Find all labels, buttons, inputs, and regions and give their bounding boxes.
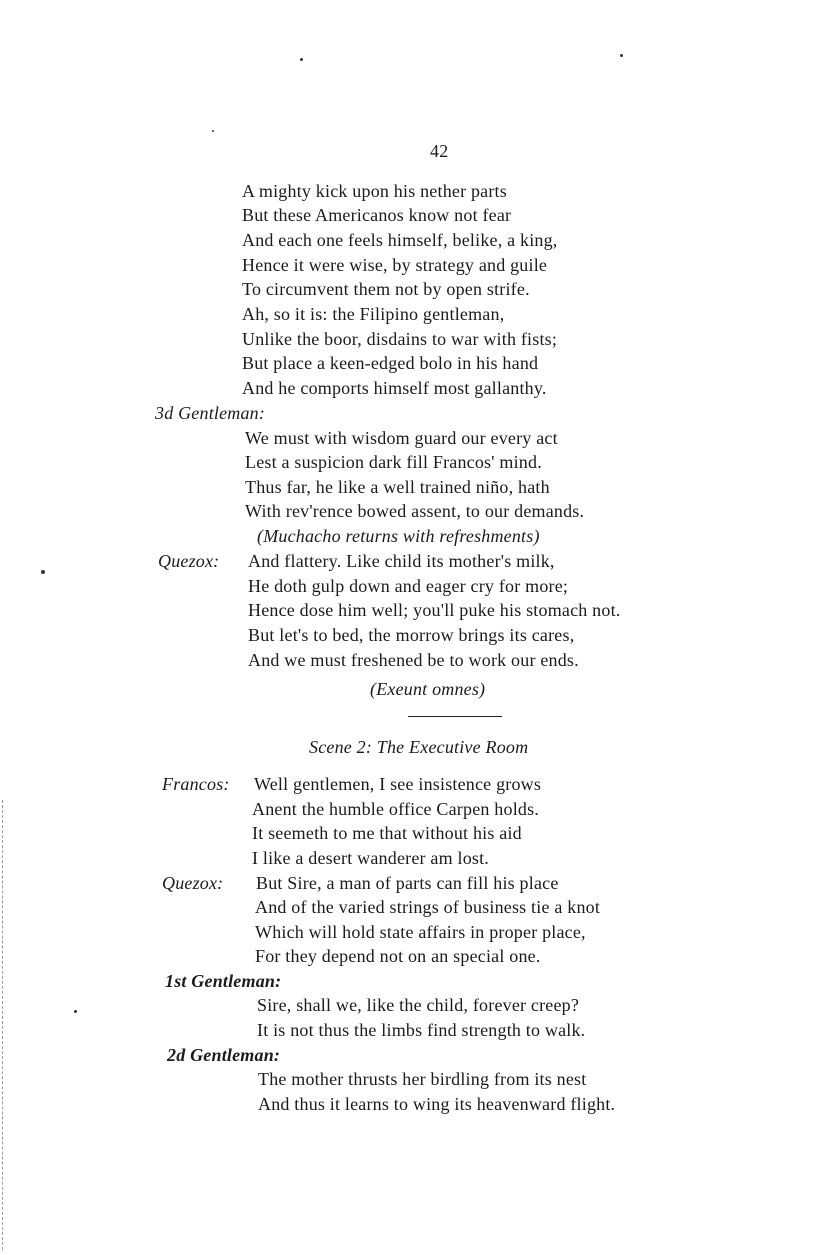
verse-line: Anent the humble office Carpen holds. xyxy=(252,799,539,819)
verse-line: With rev'rence bowed assent, to our demands. xyxy=(245,501,585,521)
verse-line: Lest a suspicion dark fill Francos' mind. xyxy=(245,452,542,472)
speaker-name: Quezox: xyxy=(158,551,220,571)
verse-line: The mother thrusts her birdling from its nest xyxy=(258,1069,587,1089)
speaker-name: Quezox: xyxy=(162,873,224,893)
verse-line: For they depend not on an special one. xyxy=(255,946,541,966)
scan-speck xyxy=(212,130,214,132)
verse-line: And of the varied strings of business tie a knot xyxy=(255,897,601,917)
verse-line: And thus it learns to wing its heavenward flight. xyxy=(258,1094,616,1114)
verse-line: And flattery. Like child its mother's milk, xyxy=(248,551,555,571)
verse-line: But these Americanos know not fear xyxy=(242,205,512,225)
verse-line: He doth gulp down and eager cry for more; xyxy=(248,576,569,596)
verse-line: It seemeth to me that without his aid xyxy=(252,823,522,843)
verse-line: And each one feels himself, belike, a king, xyxy=(242,230,558,250)
verse-line: Well gentlemen, I see insistence grows xyxy=(254,774,542,794)
binding-edge xyxy=(2,800,4,1250)
page-number: 42 xyxy=(430,141,449,161)
speaker-name: 3d Gentleman: xyxy=(155,403,266,423)
stage-direction: (Muchacho returns with refreshments) xyxy=(257,526,540,546)
stage-direction: (Exeunt omnes) xyxy=(370,679,486,699)
verse-line: Ah, so it is: the Filipino gentleman, xyxy=(242,304,505,324)
scan-speck xyxy=(620,54,623,57)
verse-line: Hence dose him well; you'll puke his stomach not. xyxy=(248,600,621,620)
scan-speck xyxy=(300,58,303,61)
verse-line: Hence it were wise, by strategy and guile xyxy=(242,255,548,275)
verse-line: We must with wisdom guard our every act xyxy=(245,428,558,448)
verse-line: But place a keen-edged bolo in his hand xyxy=(242,353,539,373)
verse-line: But Sire, a man of parts can fill his place xyxy=(256,873,559,893)
scene-heading: Scene 2: The Executive Room xyxy=(309,737,529,757)
verse-line: Thus far, he like a well trained niño, hath xyxy=(245,477,550,497)
speaker-name: 2d Gentleman: xyxy=(167,1045,281,1065)
scan-speck xyxy=(74,1010,77,1013)
verse-line: Sire, shall we, like the child, forever creep? xyxy=(257,995,580,1015)
verse-line: Unlike the boor, disdains to war with fists; xyxy=(242,329,558,349)
verse-line: Which will hold state affairs in proper place, xyxy=(255,922,586,942)
scene-divider xyxy=(408,716,502,717)
verse-line: It is not thus the limbs find strength to walk. xyxy=(257,1020,586,1040)
speaker-name: Francos: xyxy=(162,774,230,794)
verse-line: I like a desert wanderer am lost. xyxy=(252,848,490,868)
scan-speck xyxy=(41,570,45,574)
verse-line: But let's to bed, the morrow brings its cares, xyxy=(248,625,575,645)
speaker-name: 1st Gentleman: xyxy=(165,971,282,991)
verse-line: And he comports himself most gallanthy. xyxy=(242,378,547,398)
verse-line: A mighty kick upon his nether parts xyxy=(242,181,507,201)
verse-line: To circumvent them not by open strife. xyxy=(242,279,530,299)
verse-line: And we must freshened be to work our ends. xyxy=(248,650,579,670)
